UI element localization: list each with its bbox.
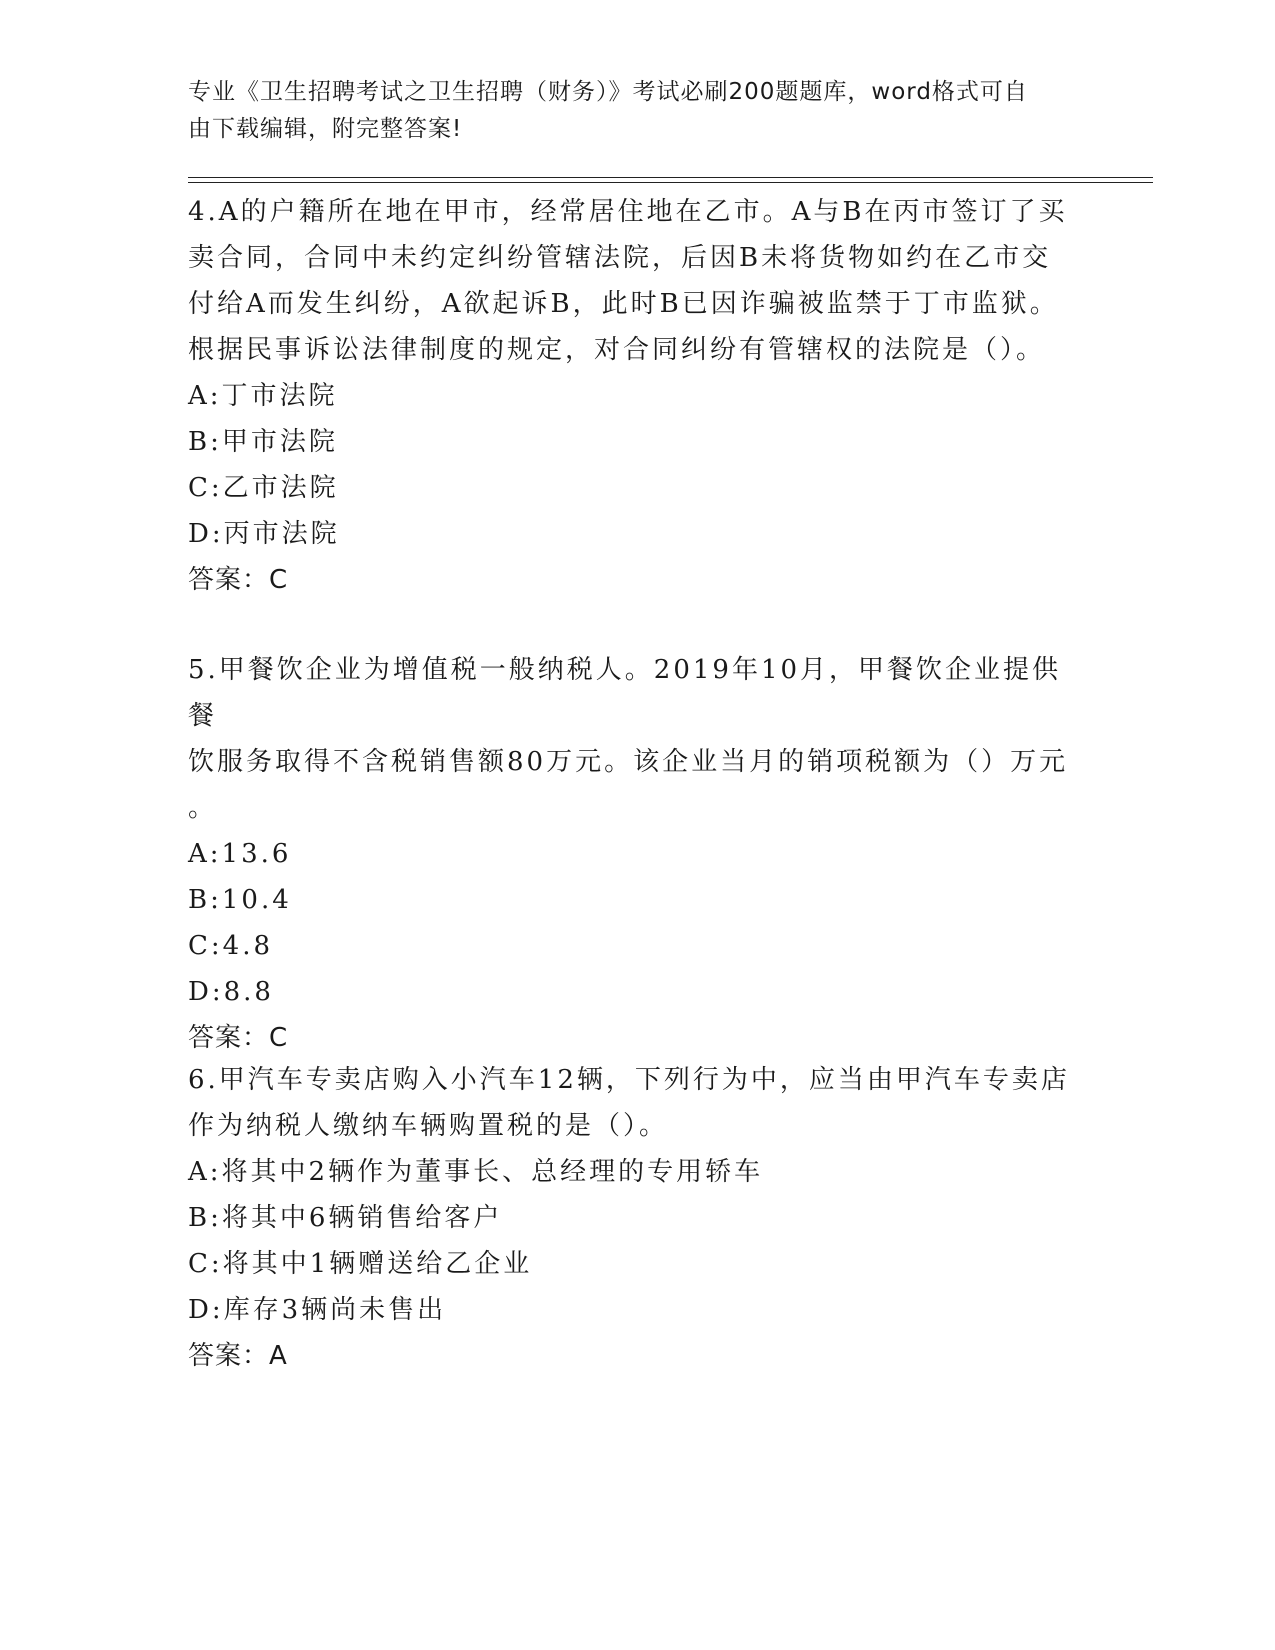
option-a: A:13.6 <box>188 839 292 869</box>
question-line: 6.甲汽车专卖店购入小汽车12辆，下列行为中，应当由甲汽车专卖店 <box>188 1065 1070 1095</box>
question-line: 卖合同，合同中未约定纠纷管辖法院，后因B未将货物如约在乙市交 <box>188 243 1052 273</box>
option-c: C:4.8 <box>188 931 274 961</box>
option-a: A:丁市法院 <box>188 381 338 411</box>
header-line-2: 由下载编辑，附完整答案! <box>188 116 463 142</box>
question-block <box>188 647 1078 1061</box>
option-c: C:将其中1辆赠送给乙企业 <box>188 1249 533 1279</box>
question-line: 4.A的户籍所在地在甲市，经常居住地在乙市。A与B在丙市签订了买 <box>188 197 1068 227</box>
header-line-1: 专业《卫生招聘考试之卫生招聘（财务）》考试必刷200题题库，word格式可自 <box>188 79 1028 105</box>
question-block <box>188 1057 1078 1379</box>
option-b: B:10.4 <box>188 885 292 915</box>
header-divider-bottom <box>188 182 1153 183</box>
document-header <box>188 74 1068 148</box>
question-line: 饮服务取得不含税销售额80万元。该企业当月的销项税额为（）万元 <box>188 747 1069 777</box>
answer-label: 答案：C <box>188 1023 289 1053</box>
option-d: D:8.8 <box>188 977 274 1007</box>
question-line: 5.甲餐饮企业为增值税一般纳税人。2019年10月，甲餐饮企业提供餐 <box>188 655 1062 731</box>
option-d: D:库存3辆尚未售出 <box>188 1295 447 1325</box>
question-line: 。 <box>188 793 218 823</box>
answer-label: 答案：A <box>188 1341 288 1371</box>
header-divider-top <box>188 177 1153 178</box>
option-d: D:丙市法院 <box>188 519 340 549</box>
option-b: B:甲市法院 <box>188 427 338 457</box>
answer-label: 答案：C <box>188 565 289 595</box>
question-line: 付给A而发生纠纷，A欲起诉B，此时B已因诈骗被监禁于丁市监狱。 <box>188 289 1059 319</box>
question-line: 根据民事诉讼法律制度的规定，对合同纠纷有管辖权的法院是（）。 <box>188 335 1046 365</box>
option-b: B:将其中6辆销售给客户 <box>188 1203 503 1233</box>
question-block <box>188 189 1078 603</box>
question-line: 作为纳税人缴纳车辆购置税的是（）。 <box>188 1111 669 1141</box>
option-a: A:将其中2辆作为董事长、总经理的专用轿车 <box>188 1157 764 1187</box>
option-c: C:乙市法院 <box>188 473 339 503</box>
